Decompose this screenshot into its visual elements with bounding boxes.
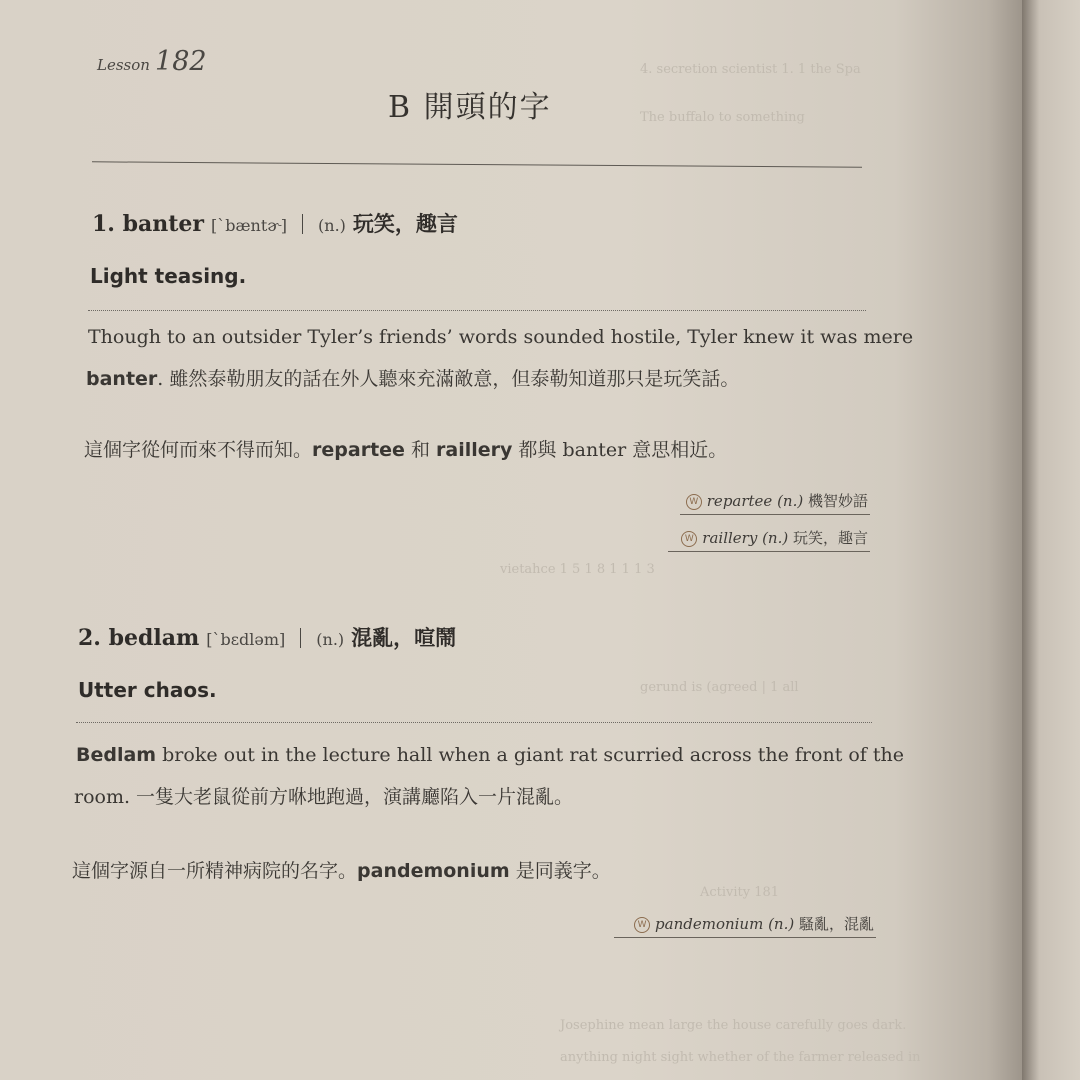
highlight-word: Bedlam	[76, 744, 157, 766]
english-definition: Utter chaos.	[78, 678, 217, 702]
related-word: pandemonium	[357, 860, 510, 882]
etymology-note: 這個字從何而來不得而知。repartee 和 raillery 都與 banter 意思相近。	[84, 439, 728, 461]
chinese-definition: 混亂，喧鬧	[351, 625, 457, 650]
example-sentence-line1: Bedlam broke out in the lecture hall when a giant rat scurried across the front of the	[76, 744, 904, 766]
bleed-through-text: The buffalo to something	[640, 110, 805, 125]
vocab-note: W raillery (n.) 玩笑，趣言	[681, 527, 868, 548]
word-icon: W	[634, 917, 650, 933]
title-rule	[92, 161, 862, 167]
page-title: B 開頭的字	[388, 90, 552, 125]
note-underline	[614, 937, 876, 938]
pronunciation: [ˋbɛdləm]	[206, 630, 286, 649]
bleed-through-text: Activity 181	[700, 885, 780, 900]
lesson-header	[97, 46, 207, 77]
etymology-note: 這個字源自一所精神病院的名字。pandemonium 是同義字。	[72, 860, 611, 882]
part-of-speech: (n.)	[318, 216, 346, 235]
related-word: raillery	[436, 439, 513, 461]
highlight-word: banter	[86, 368, 158, 390]
separator	[300, 628, 301, 648]
example-sentence-line2: banter. 雖然泰勒朋友的話在外人聽來充滿敵意，但泰勒知道那只是玩笑話。	[86, 368, 740, 390]
bleed-through-text: anything night sight whether of the farmer released in	[560, 1050, 921, 1065]
vocab-note: W pandemonium (n.) 騷亂，混亂	[634, 913, 874, 934]
note-underline	[668, 551, 870, 552]
entry-heading	[78, 622, 456, 652]
bleed-through-text: Josephine mean large the house carefully goes dark.	[560, 1018, 907, 1033]
bleed-through-text: 4. secretion scientist 1. 1 the Spa	[640, 62, 861, 77]
note-underline	[680, 514, 870, 515]
chinese-definition: 玩笑，趣言	[352, 211, 458, 236]
entry-heading	[92, 208, 458, 238]
word-icon: W	[686, 494, 702, 510]
adjacent-page-edge	[1022, 0, 1080, 1080]
separator	[302, 214, 303, 234]
word-icon: W	[681, 531, 697, 547]
pronunciation: [ˋbæntɚ]	[211, 216, 288, 235]
entry-word: 1. banter	[92, 211, 205, 237]
dotted-rule	[88, 310, 866, 311]
bleed-through-text: gerund is (agreed | 1 all	[640, 680, 799, 695]
vocab-note: W repartee (n.) 機智妙語	[686, 490, 868, 511]
dotted-rule	[76, 722, 872, 723]
part-of-speech: (n.)	[316, 630, 345, 649]
lesson-number: 182	[155, 46, 207, 77]
lesson-label: Lesson	[97, 56, 150, 74]
example-sentence-line1: Though to an outsider Tyler’s friends’ words sounded hostile, Tyler knew it was mere	[88, 326, 914, 348]
bleed-through-text: vietahce 1 5 1 8 1 1 1 3	[500, 562, 655, 577]
entry-word: 2. bedlam	[78, 625, 200, 651]
related-word: repartee	[312, 439, 405, 461]
example-sentence-line2: room. 一隻大老鼠從前方咻地跑過，演講廳陷入一片混亂。	[74, 786, 574, 808]
english-definition: Light teasing.	[90, 264, 247, 288]
